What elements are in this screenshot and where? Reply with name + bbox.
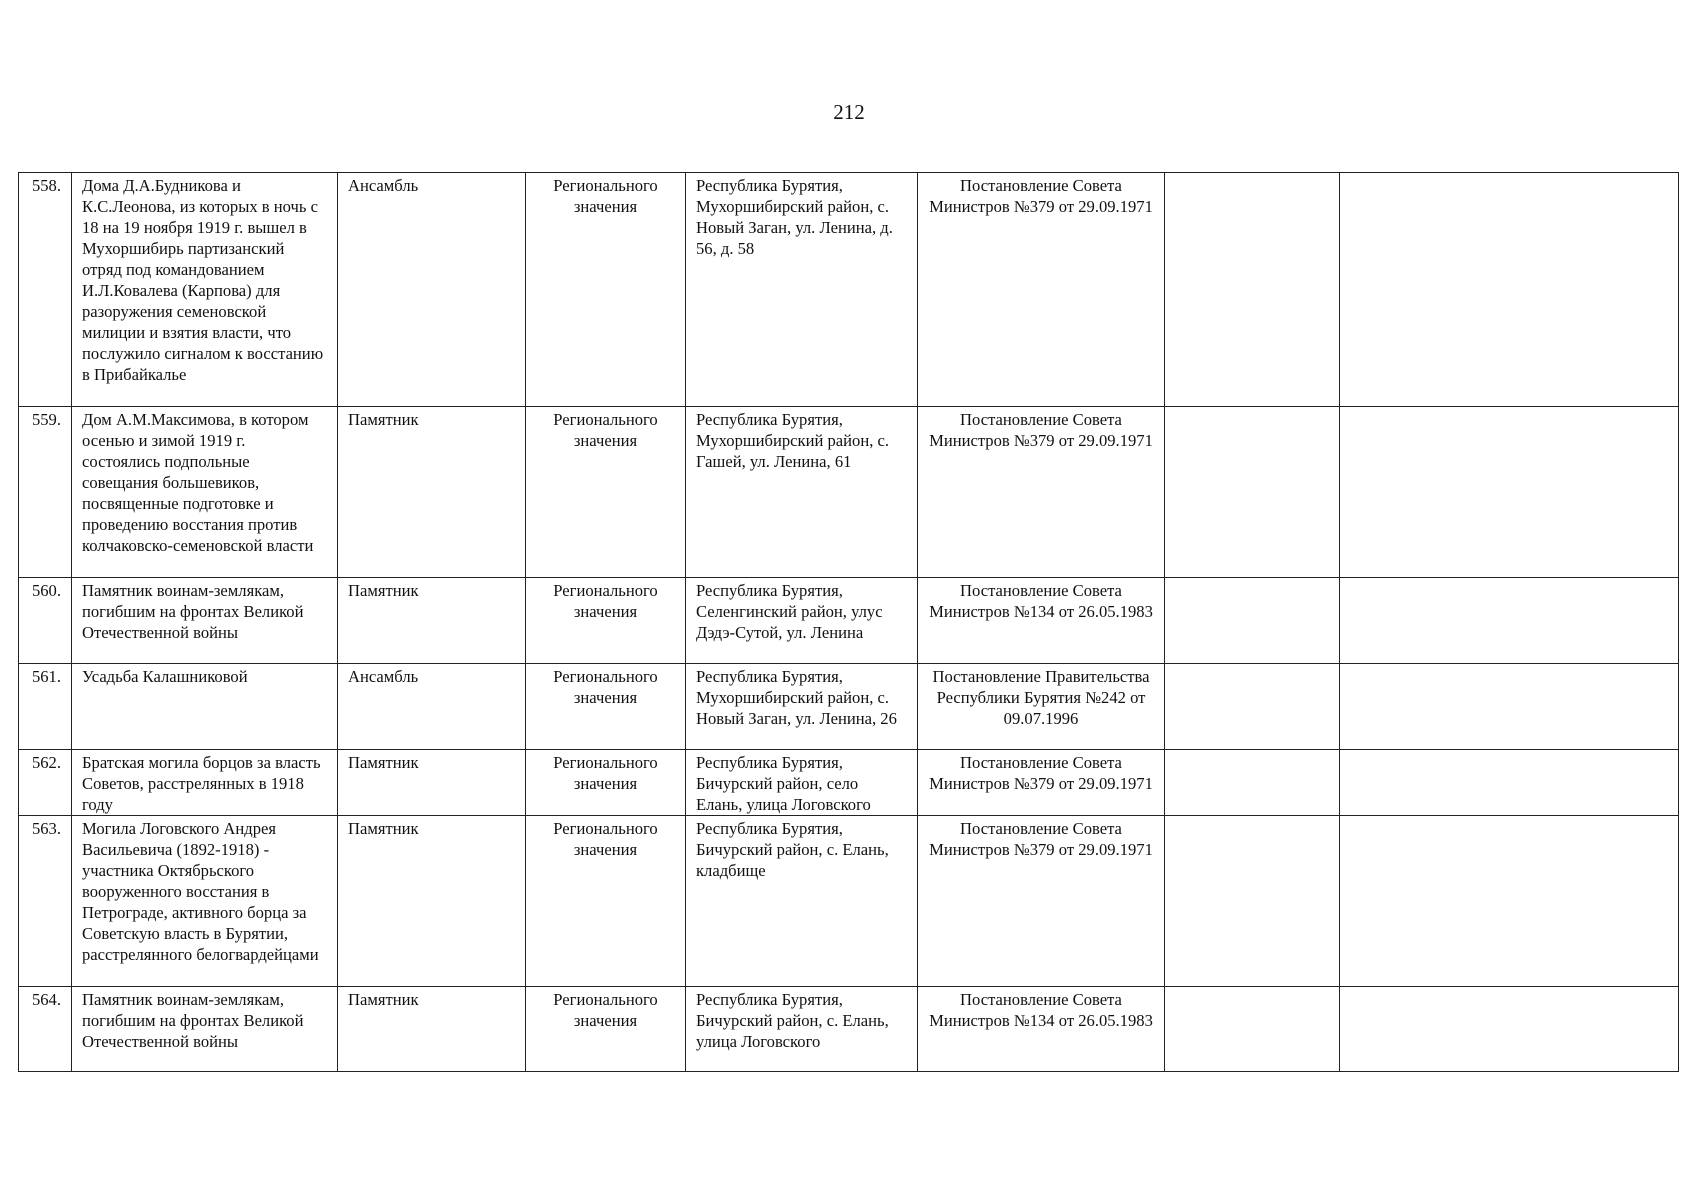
row-number: 563. (19, 816, 72, 987)
object-address: Республика Бурятия, Бичурский район, село Елань, улица Логовского (686, 750, 918, 816)
empty-cell (1340, 173, 1679, 407)
object-significance: Регионального значения (526, 664, 686, 750)
empty-cell (1165, 173, 1340, 407)
row-number: 560. (19, 578, 72, 664)
object-name: Братская могила борцов за власть Советов, расстрелянных в 1918 году (72, 750, 338, 816)
row-number: 562. (19, 750, 72, 816)
page-number: 212 (833, 100, 865, 124)
legal-document: Постановление Совета Министров №379 от 29.09.1971 (918, 173, 1165, 407)
table-row (19, 664, 1679, 750)
object-type: Памятник (338, 750, 526, 816)
object-address: Республика Бурятия, Селенгинский район, улус Дэдэ-Сутой, ул. Ленина (686, 578, 918, 664)
object-name: Памятник воинам-землякам, погибшим на фронтах Великой Отечественной войны (72, 578, 338, 664)
object-type: Памятник (338, 578, 526, 664)
empty-cell (1165, 750, 1340, 816)
row-number: 558. (19, 173, 72, 407)
table-row (19, 407, 1679, 578)
object-significance: Регионального значения (526, 816, 686, 987)
empty-cell (1340, 407, 1679, 578)
object-significance: Регионального значения (526, 750, 686, 816)
table-row (19, 173, 1679, 407)
object-significance: Регионального значения (526, 173, 686, 407)
object-address: Республика Бурятия, Мухоршибирский район, с. Новый Заган, ул. Ленина, 26 (686, 664, 918, 750)
table-row (19, 750, 1679, 816)
object-name: Дом А.М.Максимова, в котором осенью и зимой 1919 г. состоялись подпольные совещания большевиков, посвященные подготовке и проведению восстания против колчаковско-семеновской власти (72, 407, 338, 578)
object-type: Ансамбль (338, 173, 526, 407)
legal-document: Постановление Совета Министров №134 от 26.05.1983 (918, 987, 1165, 1072)
object-name: Дома Д.А.Будникова и К.С.Леонова, из которых в ночь с 18 на 19 ноября 1919 г. вышел в Мухоршибирь партизанский отряд под командованием И.Л.Ковалева (Карпова) для разоружения семеновской милиции и взятия власти, что послужило сигналом к восстанию в Прибайкалье (72, 173, 338, 407)
object-significance: Регионального значения (526, 987, 686, 1072)
table-row (19, 987, 1679, 1072)
empty-cell (1165, 816, 1340, 987)
object-name: Могила Логовского Андрея Васильевича (1892-1918) - участника Октябрьского вооруженного восстания в Петрограде, активного борца за Советскую власть в Бурятии, расстрелянного белогвардейцами (72, 816, 338, 987)
object-significance: Регионального значения (526, 407, 686, 578)
empty-cell (1340, 664, 1679, 750)
legal-document: Постановление Правительства Республики Бурятия №242 от 09.07.1996 (918, 664, 1165, 750)
empty-cell (1340, 987, 1679, 1072)
object-significance: Регионального значения (526, 578, 686, 664)
object-type: Ансамбль (338, 664, 526, 750)
object-name: Усадьба Калашниковой (72, 664, 338, 750)
empty-cell (1340, 750, 1679, 816)
heritage-registry-table (18, 172, 1679, 1072)
object-name: Памятник воинам-землякам, погибшим на фронтах Великой Отечественной войны (72, 987, 338, 1072)
empty-cell (1340, 816, 1679, 987)
table-row (19, 816, 1679, 987)
object-address: Республика Бурятия, Мухоршибирский район, с. Гашей, ул. Ленина, 61 (686, 407, 918, 578)
empty-cell (1340, 578, 1679, 664)
row-number: 561. (19, 664, 72, 750)
legal-document: Постановление Совета Министров №379 от 29.09.1971 (918, 750, 1165, 816)
empty-cell (1165, 987, 1340, 1072)
empty-cell (1165, 578, 1340, 664)
object-address: Республика Бурятия, Мухоршибирский район, с. Новый Заган, ул. Ленина, д. 56, д. 58 (686, 173, 918, 407)
empty-cell (1165, 407, 1340, 578)
object-address: Республика Бурятия, Бичурский район, с. Елань, улица Логовского (686, 987, 918, 1072)
row-number: 564. (19, 987, 72, 1072)
legal-document: Постановление Совета Министров №134 от 26.05.1983 (918, 578, 1165, 664)
object-type: Памятник (338, 816, 526, 987)
empty-cell (1165, 664, 1340, 750)
legal-document: Постановление Совета Министров №379 от 29.09.1971 (918, 407, 1165, 578)
object-type: Памятник (338, 407, 526, 578)
row-number: 559. (19, 407, 72, 578)
table-row (19, 578, 1679, 664)
legal-document: Постановление Совета Министров №379 от 29.09.1971 (918, 816, 1165, 987)
object-address: Республика Бурятия, Бичурский район, с. Елань, кладбище (686, 816, 918, 987)
object-type: Памятник (338, 987, 526, 1072)
